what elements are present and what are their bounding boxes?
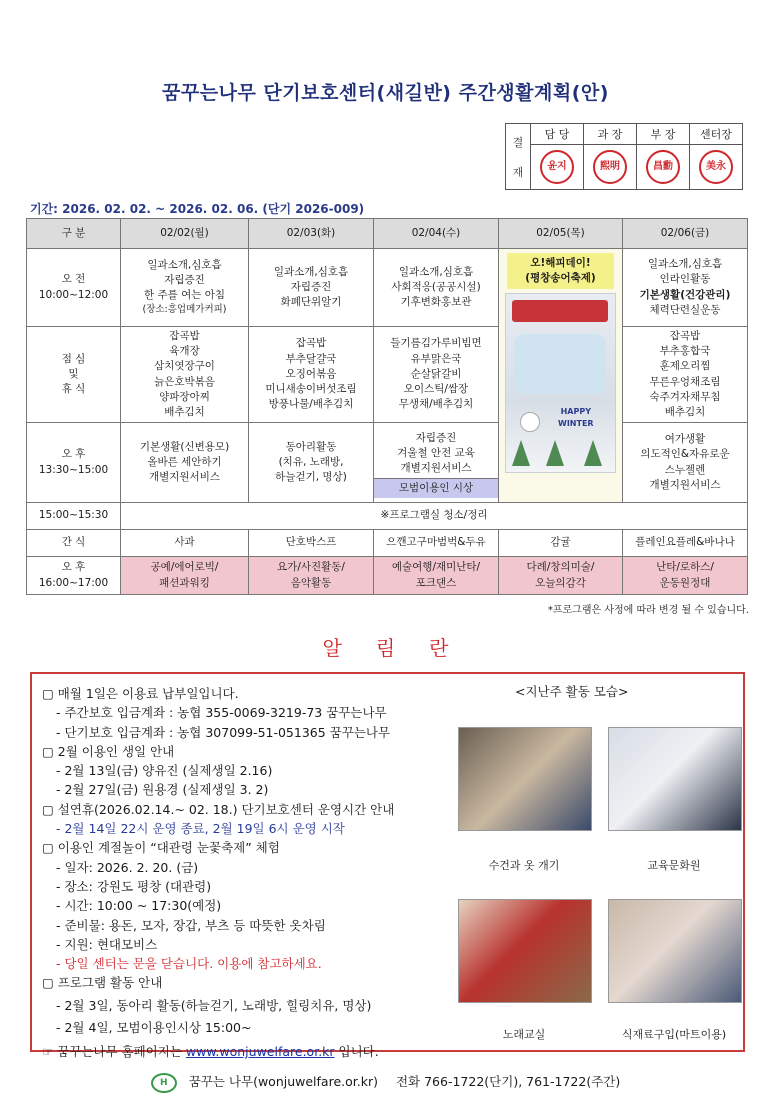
approval-head: 담 당 — [531, 124, 584, 145]
menu-cell: 잡곡밥 부추홍합국 훈제오리찜 무른우엉채조림 숙주겨자채무침 배추김치 — [623, 327, 748, 423]
notice-list — [42, 684, 462, 1062]
notice-line: - 시간: 10:00 ~ 17:30(예정) — [56, 898, 222, 914]
photo-caption: 식재료구입(마트이용) — [621, 1028, 727, 1041]
snack-cell: 단호박스프 — [249, 530, 374, 557]
notice-line: - 2월 4일, 모범이용인시상 15:00~ — [56, 1020, 252, 1036]
approval-stamp: 윤지 — [540, 150, 574, 184]
notice-line: - 일자: 2026. 2. 20. (금) — [56, 859, 199, 875]
notice-line: ▢ 매월 1일은 이용료 납부일입니다. — [42, 686, 239, 701]
photo-caption: 노래교실 — [502, 1028, 546, 1041]
activity-photo — [608, 899, 742, 1003]
schedule-cell: 일과소개,심호흡 인라인활동 기본생활(건강관리) 체력단련실운동 — [623, 249, 748, 327]
festival-title: 오!해피데이! (평창송어축제) — [507, 253, 614, 289]
activity-cell: 공예/에어로빅/ 패션과워킹 — [121, 557, 249, 595]
notice-line: - 주간보호 입금계좌 : 농협 355-0069-3219-73 꿈꾸는나무 — [56, 705, 387, 721]
footer-phone: 전화 766-1722(단기), 761-1722(주간) — [395, 1074, 621, 1089]
menu-cell: 잡곡밥 육개장 삼치엿장구이 늙은호박볶음 양파장아찌 배추김치 — [121, 327, 249, 423]
snack-cell: 사과 — [121, 530, 249, 557]
late-afternoon-row — [27, 557, 748, 595]
schedule-cell: 기본생활(신변용모) 올바른 세안하기 개별지원서비스 — [121, 423, 249, 503]
row-label: 간 식 — [27, 530, 121, 557]
activity-cell: 다례/창의미술/ 오늘의감각 — [499, 557, 623, 595]
approval-stamp: 美永 — [699, 150, 733, 184]
day-header: 02/06(금) — [623, 219, 748, 249]
period-text: 기간: 2026. 02. 02. ~ 2026. 02. 06. (단기 2026-009) — [30, 202, 365, 216]
schedule-cell: 일과소개,심호흡 자립증진 화폐단위알기 — [249, 249, 374, 327]
snack-cell: 감귤 — [499, 530, 623, 557]
activity-cell: 예술여행/재미난타/ 포크댄스 — [374, 557, 499, 595]
approval-stamp: 熙明 — [593, 150, 627, 184]
festival-cell — [499, 249, 623, 503]
header-row — [27, 219, 748, 249]
approval-head: 센터장 — [690, 124, 743, 145]
award-label: 모범이용인 시상 — [374, 478, 498, 498]
notice-line: - 2월 27일(금) 원용경 (실제생일 3. 2) — [56, 782, 269, 798]
photo-caption: 수건과 옷 개기 — [488, 859, 560, 872]
page-title: 꿈꾸는나무 단기보호센터(새길반) 주간생활계획(안) — [162, 82, 609, 104]
footer-org: 꿈꾸는 나무(wonjuwelfare.or.kr) — [188, 1074, 378, 1089]
notice-line: - 장소: 강원도 평창 (대관령) — [56, 878, 212, 894]
schedule-cell: 일과소개,심호흡 사회적응(공공시설) 기후변화홍보관 — [374, 249, 499, 327]
schedule-cell: 자립증진 겨울철 안전 교육 개별지원서비스 모범이용인 시상 — [374, 423, 499, 503]
activity-photo — [458, 727, 592, 831]
activity-photo — [458, 899, 592, 1003]
row-label: 오 후 16:00~17:00 — [27, 557, 121, 595]
activity-cell: 요가/사진활동/ 음악활동 — [249, 557, 374, 595]
snack-row — [27, 530, 748, 557]
homepage-line: ☞ 꿈꾸는나무 홈페이지는 www.wonjuwelfare.or.kr 입니다. — [42, 1044, 379, 1060]
day-header: 02/03(화) — [249, 219, 374, 249]
day-header: 02/02(월) — [121, 219, 249, 249]
notice-line: ▢ 2월 이용인 생일 안내 — [42, 743, 175, 759]
notice-line: - 2월 14일 22시 운영 종료, 2월 19일 6시 운영 시작 — [56, 821, 345, 837]
activity-photo — [608, 727, 742, 831]
tree-logo-icon: H — [151, 1073, 177, 1093]
row-label: 15:00~15:30 — [27, 503, 121, 530]
notice-line: ▢ 이용인 계절놀이 “대관령 눈꽃축제” 체험 — [42, 840, 280, 856]
activity-cell: 난타/로하스/ 운동원정대 — [623, 557, 748, 595]
row-label: 오 전 10:00~12:00 — [27, 249, 121, 327]
menu-cell: 잡곡밥 부추달걀국 오징어볶음 미니새송이버섯조림 방풍나물/배추김치 — [249, 327, 374, 423]
day-header: 02/04(수) — [374, 219, 499, 249]
approval-head: 부 장 — [637, 124, 690, 145]
schedule-cell: 여가생활 의도적인&자유로운 스누젤렌 개별지원서비스 — [623, 423, 748, 503]
afternoon-row — [27, 423, 748, 503]
schedule-cell: 동아리활동 (치유, 노래방, 하늘걷기, 명상) — [249, 423, 374, 503]
notice-heading: 알림란 — [322, 636, 483, 660]
approval-box — [505, 123, 743, 190]
snack-cell: 으깬고구마범벅&두유 — [374, 530, 499, 557]
change-note: *프로그램은 사정에 따라 변경 될 수 있습니다. — [547, 605, 749, 616]
row-label: 점 심 및 휴 식 — [27, 327, 121, 423]
festival-illustration: HAPPY WINTER — [505, 293, 616, 473]
notice-line: - 준비물: 용돈, 모자, 장갑, 부츠 등 따뜻한 옷차림 — [56, 917, 326, 933]
corner-cell: 구 분 — [27, 219, 121, 249]
lunch-row — [27, 327, 748, 423]
notice-line: - 2월 13일(금) 양유진 (실제생일 2.16) — [56, 763, 273, 779]
notice-line: - 단기보호 입금계좌 : 농협 307099-51-051365 꿈꾸는나무 — [56, 724, 391, 740]
photo-caption: 교육문화원 — [647, 859, 701, 872]
schedule-table — [26, 218, 748, 595]
morning-row — [27, 249, 748, 327]
notice-line: ▢ 설연휴(2026.02.14.~ 02. 18.) 단기보호센터 운영시간 안내 — [42, 801, 395, 817]
snack-cell: 플레인요플레&바나나 — [623, 530, 748, 557]
menu-cell: 들기름김가루비빔면 유부맑은국 순살닭갈비 오이스틱/쌈장 무생채/배추김치 — [374, 327, 499, 423]
cleaning-row — [27, 503, 748, 530]
notice-line: - 지원: 현대모비스 — [56, 936, 158, 952]
schedule-cell: 일과소개,심호흡 자립증진 한 주를 여는 아침 (장소:흥업메가커피) — [121, 249, 249, 327]
cleaning-cell: ※프로그램실 청소/정리 — [121, 503, 748, 530]
day-header: 02/05(목) — [499, 219, 623, 249]
approval-side-label: 결 재 — [506, 124, 531, 190]
approval-stamp: 昌勳 — [646, 150, 680, 184]
notice-line: - 2월 3일, 동아리 활동(하늘걷기, 노래방, 힐링치유, 명상) — [56, 997, 372, 1013]
notice-line: ▢ 프로그램 활동 안내 — [42, 975, 163, 991]
photos-title: <지난주 활동 모습> — [515, 684, 629, 699]
homepage-link[interactable]: www.wonjuwelfare.or.kr — [185, 1044, 335, 1060]
footer — [0, 1072, 771, 1093]
approval-head: 과 장 — [584, 124, 637, 145]
row-label: 오 후 13:30~15:00 — [27, 423, 121, 503]
notice-line: - 당일 센터는 문을 닫습니다. 이용에 참고하세요. — [56, 956, 322, 972]
